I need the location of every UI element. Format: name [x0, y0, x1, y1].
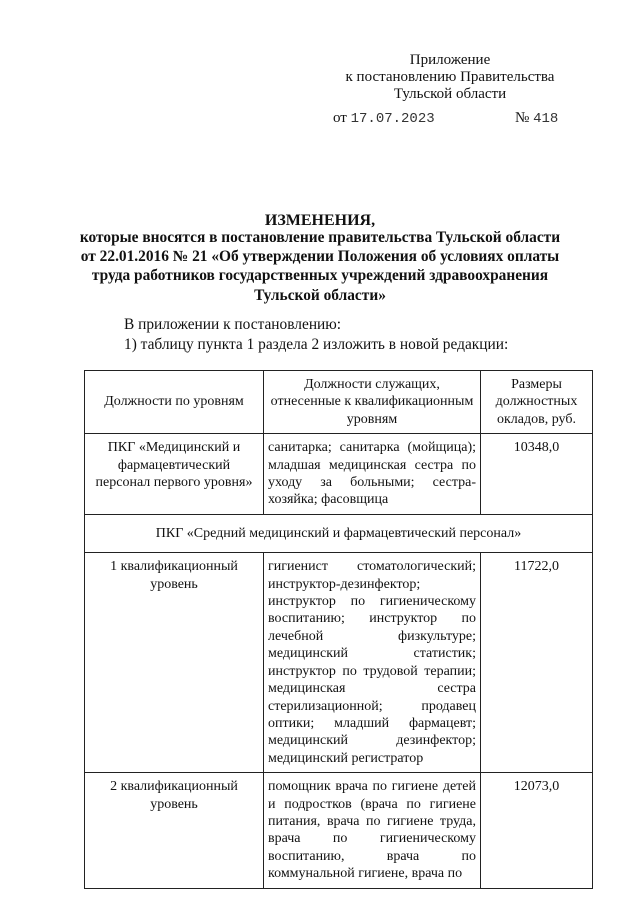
row-level: ПКГ «Медицинский и фармацевтический персонал первого уровня» — [85, 434, 264, 515]
subtitle-line: от 22.01.2016 № 21 «Об утверждении Положения об условиях оплаты — [80, 248, 560, 266]
row-positions: помощник врача по гигиене детей и подростков (врача по гигиене питания, врача по гигиене труда, врача по гигиеническому воспитанию, врача по коммунальной гигиене, врача по — [264, 773, 481, 888]
subtitle-line: которые вносятся в постановление правительства Тульской области — [79, 229, 561, 246]
intro-paragraph: В приложении к постановлению: — [124, 316, 342, 333]
appendix-line: Приложение — [409, 52, 491, 68]
salary-table — [84, 370, 593, 889]
subtitle-line: Тульской области» — [254, 286, 386, 304]
appendix-block — [300, 52, 600, 103]
header-positions: Должности служащих, отнесенные к квалификационным уровням — [264, 371, 481, 434]
row-positions: гигиенист стоматологический; инструктор-дезинфектор; инструктор по гигиеническому воспитанию; инструктор по лечебной физкультуре; медицинский статистик; инструктор по трудовой терапии; медицинская сестра стерилизационной; продавец оптики; младший фармацевт; медицинский дезинфектор; медицинский регистратор — [264, 553, 481, 773]
table-header-row — [85, 371, 593, 434]
subtitle-line: труда работников государственных учреждений здравоохранения — [91, 267, 549, 285]
table-row — [85, 434, 593, 515]
table-row — [85, 553, 593, 773]
document-title: ИЗМЕНЕНИЯ, — [264, 212, 376, 229]
row-level: 1 квалификационный уровень — [85, 553, 264, 773]
table-group-row — [85, 514, 593, 552]
document-number: 418 — [533, 111, 559, 127]
header-level: Должности по уровням — [85, 371, 264, 434]
row-positions: санитарка; санитарка (мойщица); младшая медицинская сестра по уходу за больными; сестра-хозяйка; фасовщица — [264, 434, 481, 515]
date-line — [333, 110, 435, 127]
row-level: 2 квалификационный уровень — [85, 773, 264, 888]
number-line — [515, 110, 558, 127]
appendix-line: к постановлению Правительства — [345, 69, 555, 85]
date-prefix: от — [333, 110, 347, 126]
number-prefix: № — [515, 110, 530, 126]
row-salary: 12073,0 — [481, 773, 593, 888]
table-row — [85, 773, 593, 888]
row-salary: 10348,0 — [481, 434, 593, 515]
header-salary: Размеры должностных окладов, руб. — [481, 371, 593, 434]
intro-paragraph: 1) таблицу пункта 1 раздела 2 изложить в новой редакции: — [124, 336, 509, 353]
document-date: 17.07.2023 — [350, 111, 435, 127]
group-heading: ПКГ «Средний медицинский и фармацевтический персонал» — [85, 514, 593, 552]
document-subtitle — [60, 228, 580, 305]
row-salary: 11722,0 — [481, 553, 593, 773]
appendix-line: Тульской области — [393, 86, 507, 102]
